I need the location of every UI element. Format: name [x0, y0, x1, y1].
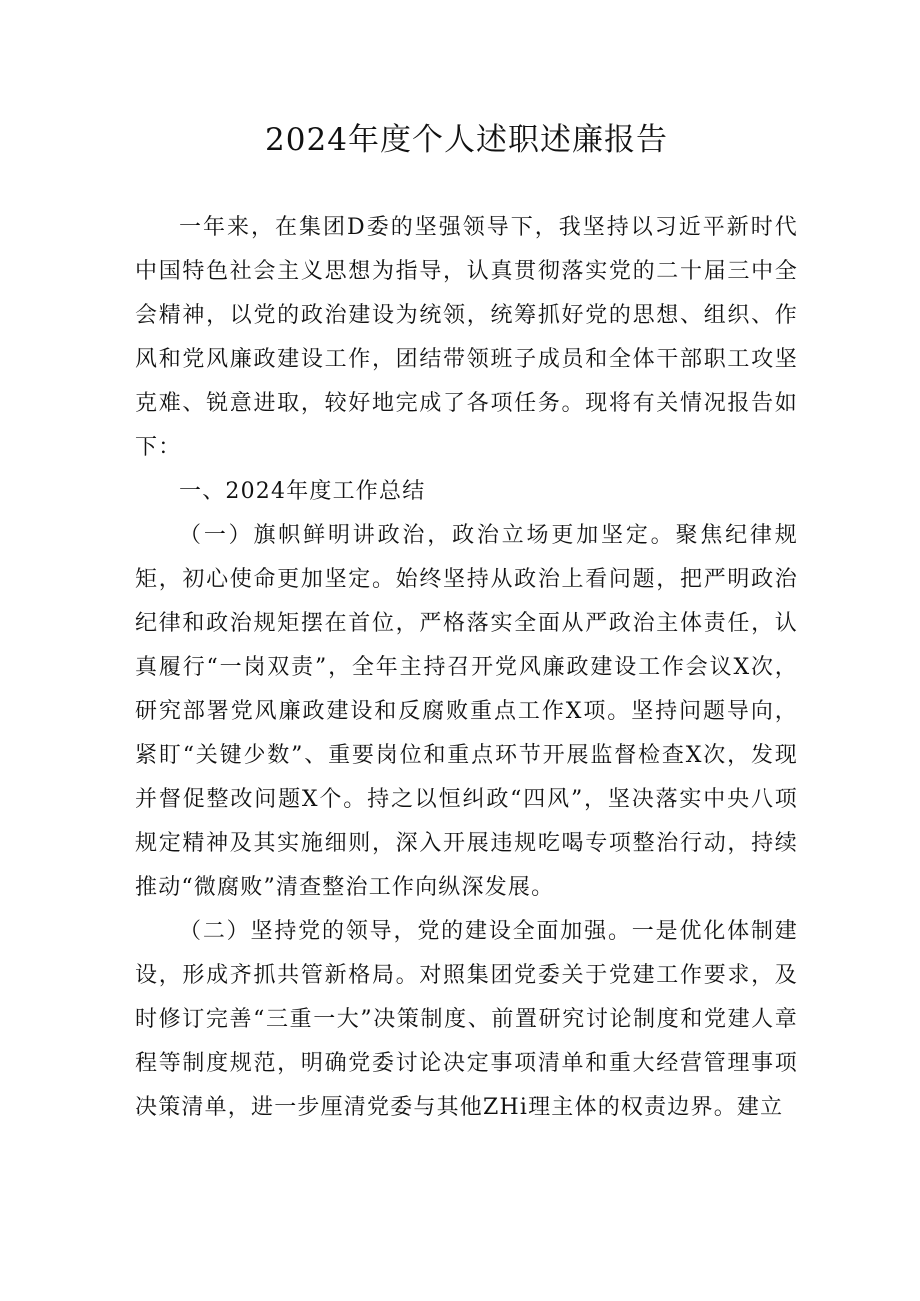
intro-paragraph: 一年来，在集团D委的坚强领导下，我坚持以习近平新时代中国特色社会主义思想为指导，认真贯彻落实党的二十届三中全会精神，以党的政治建设为统领，统筹抓好党的思想、组织、作风和党风廉政建设工作，团结带领班子成员和全体干部职工攻坚克难、锐意进取，较好地完成了各项任务。现将有关情况报告如下： — [135, 215, 798, 460]
paragraph-political-stance: （一）旗帜鲜明讲政治，政治立场更加坚定。聚焦纪律规矩，初心使命更加坚定。始终坚持从政治上看问题，把严明政治纪律和政治规矩摆在首位，严格落实全面从严政治主体责任，认真履行“一岗双责”，全年主持召开党风廉政建设工作会议X次，研究部署党风廉政建设和反腐败重点工作X项。坚持问题导向，紧盯“关键少数”、重要岗位和重点环节开展监督检查X次，发现并督促整改问题X个。持之以恒纠政“四风”，坚决落实中央八项规定精神及其实施细则，深入开展违规吃喝专项整治行动，持续推动“微腐败”清查整治工作向纵深发展。 — [135, 523, 798, 900]
section-heading-work-summary: 一、2024年度工作总结 — [179, 479, 426, 504]
paragraph-party-leadership: （二）坚持党的领导，党的建设全面加强。一是优化体制建设，形成齐抓共管新格局。对照集团党委关于党建工作要求，及时修订完善“三重一大”决策制度、前置研究讨论制度和党建人章程等制度规范，明确党委讨论决定事项清单和重大经营管理事项决策清单，进一步厘清党委与其他ZHi理主体的权责边界。建立 — [135, 919, 798, 1120]
document-title: 2024年度个人述职述廉报告 — [265, 122, 668, 158]
